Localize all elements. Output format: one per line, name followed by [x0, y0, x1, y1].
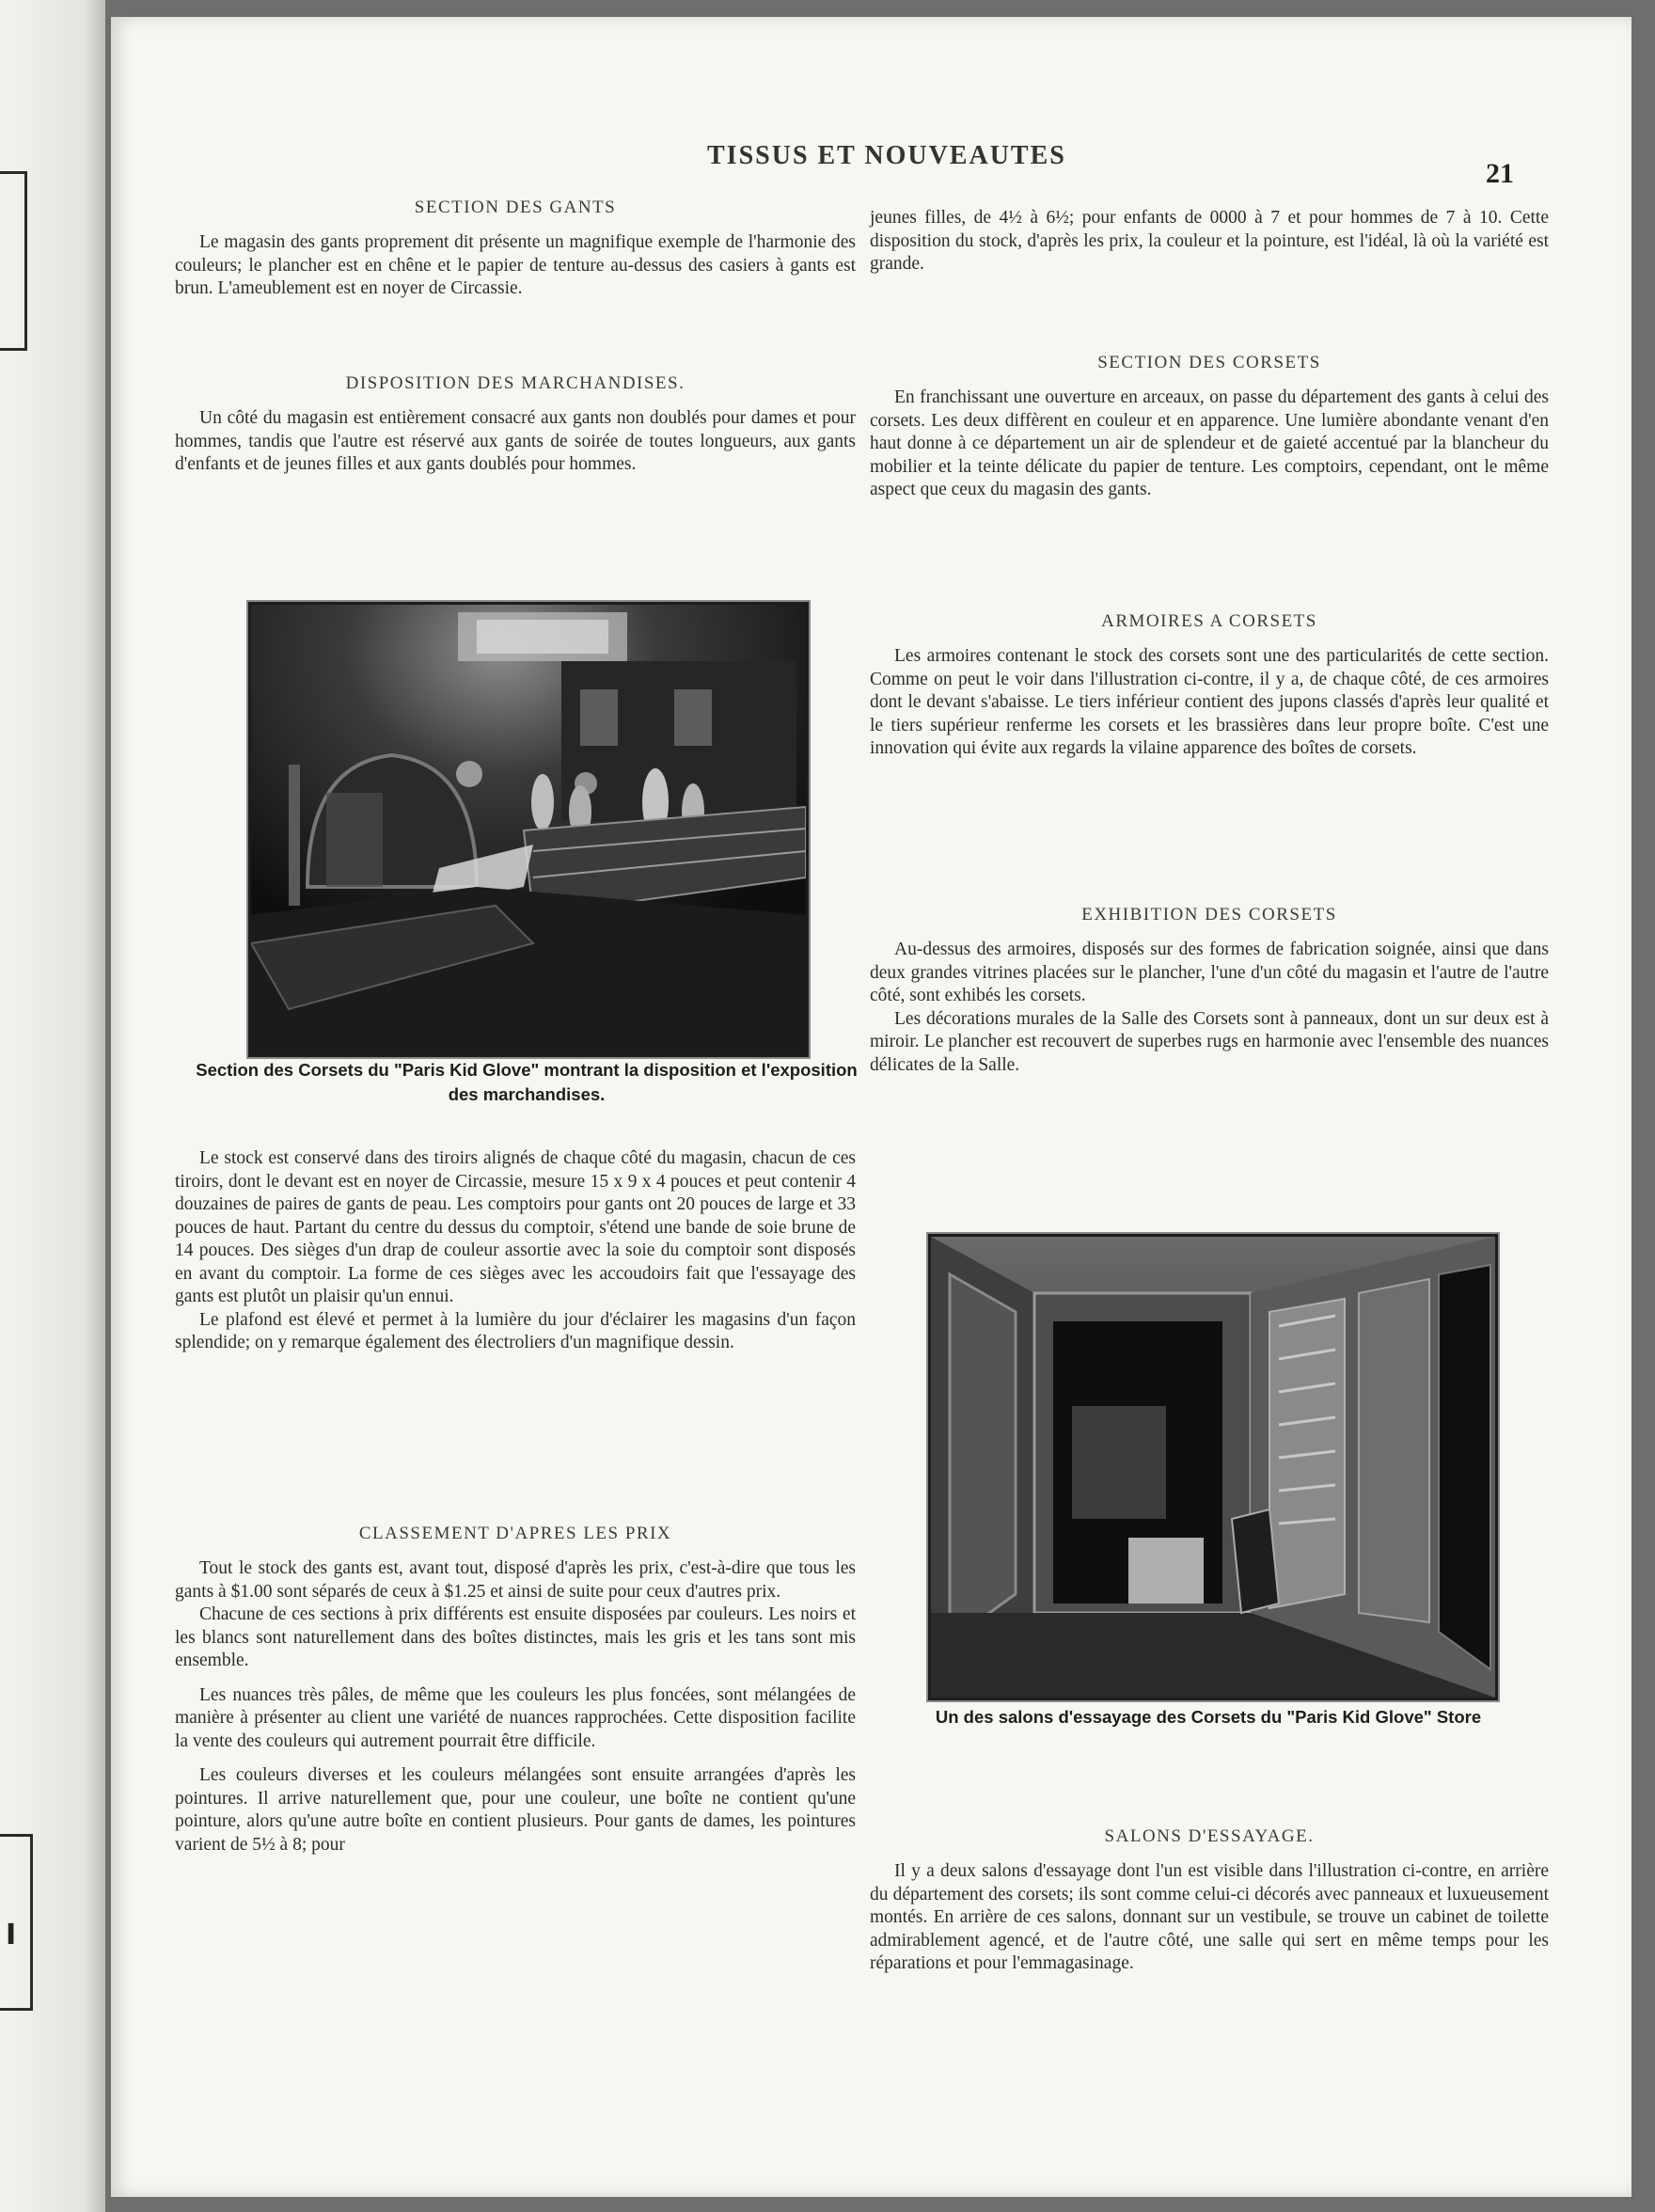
paragraph-stock: Le stock est conservé dans des tiroirs alignés de chaque côté du magasin, chacun de ces tiroirs, dont le devant est en noyer de Circassie, mesure 15 x 9 x 4 pouces et peut contenir 4 douzaines de paires de gants de peau. Les comptoirs pour gants ont 20 pouces de large et 33 pouces de haut. Partant du centre du dessus du comptoir, s'étend une bande de soie brune de 14 pouces. Des sièges d'un drap de couleur assortie avec la soie du comptoir sont disposés en avant du comptoir. La forme de ces sièges avec les accoudoirs fait que l'essayage des gants est plutôt un plaisir qu'un ennui.	[175, 1148, 856, 1306]
photo-fitting-room-image	[931, 1237, 1495, 1698]
paragraph-classement-nuances: Les nuances très pâles, de même que les couleurs les plus foncées, sont mélangées de manière à présenter au client une variété de nuances rapprochées. Cette disposition facilite la vente des couleurs qui autrement pourrait être difficile.	[175, 1684, 856, 1751]
adjacent-page-mark: I	[6, 1919, 17, 1951]
paragraph-corsets: En franchissant une ouverture en arceaux, on passe du département des gants à celui des corsets. Les deux diffèrent en couleur et en apparence. Une lumière abondante venant d'en haut donne à ce département un air de splendeur et de gaieté accentué par la blancheur du mobilier et la teinte délicate du papier de tenture. Les comptoirs, cependant, ont le même aspect que ceux du magasin des gants.	[870, 387, 1549, 499]
paragraph-classement-couleurs: Chacune de ces sections à prix différents est ensuite disposées par couleurs. Les noirs et les blancs sont naturellement dans des boîtes distinctes, mais les gris et les tans sont mis ensemble.	[175, 1604, 856, 1670]
paragraph-decorations: Les décorations murales de la Salle des Corsets sont à panneaux, dont un sur deux est à miroir. Le plancher est recouvert de superbes rugs en harmonie avec l'ensemble des nuances délicates de la Salle.	[870, 1008, 1549, 1075]
paragraph-exhibition: Au-dessus des armoires, disposés sur des formes de fabrication soignée, ainsi que dans deux grandes vitrines placées sur le plancher, l'une d'un côté du magasin et l'autre de l'autre côté, sont exhibés les corsets.	[870, 940, 1549, 1005]
heading-salons: SALONS D'ESSAYAGE.	[1104, 1826, 1315, 1846]
paragraph-salons: Il y a deux salons d'essayage dont l'un est visible dans l'illustration ci-contre, en arrière du département des corsets; ils sont comme celui-ci décorés avec panneaux et luxueusement montés. En arrière de ces salons, donnant sur un vestibule, se trouve un cabinet de toilette admirablement agencé, et de l'autre côté, une salle qui sert en même temps pour les réparations et pour l'emmagasinage.	[870, 1861, 1549, 1973]
section-salons	[870, 1826, 1549, 1976]
heading-armoires: ARMOIRES A CORSETS	[1101, 611, 1317, 631]
caption-photo-corsets-section: Section des Corsets du "Paris Kid Glove" montrant la disposition et l'exposition des marchandises.	[196, 1060, 858, 1104]
paragraph-gants: Le magasin des gants proprement dit présente un magnifique exemple de l'harmonie des couleurs; le plancher est en chêne et le papier de tenture au-dessus des casiers à gants est brun. L'ameublement est en noyer de Circassie.	[175, 232, 856, 298]
caption-photo-fitting-room: Un des salons d'essayage des Corsets du "Paris Kid Glove" Store	[935, 1707, 1482, 1727]
section-armoires	[870, 611, 1549, 761]
heading-disposition: DISPOSITION DES MARCHANDISES.	[345, 373, 686, 393]
section-corsets	[870, 353, 1549, 502]
section-stock	[175, 1147, 856, 1355]
photo-fitting-room	[928, 1234, 1498, 1700]
heading-classement: CLASSEMENT D'APRES LES PRIX	[358, 1524, 672, 1543]
paragraph-disposition: Un côté du magasin est entièrement consacré aux gants non doublés pour dames et pour hommes, tandis que l'autre est réservé aux gants de soirée de toutes longueurs, aux gants d'enfants et de jeunes filles et aux gants doublés pour hommes.	[175, 408, 856, 474]
heading-section-corsets: SECTION DES CORSETS	[1097, 353, 1321, 372]
section-disposition	[175, 373, 856, 477]
heading-section-gants: SECTION DES GANTS	[414, 198, 617, 217]
adjacent-page-box-top	[0, 171, 27, 351]
section-exhibition	[870, 905, 1549, 1077]
paragraph-plafond: Le plafond est élevé et permet à la lumière du jour d'éclairer les magasins d'un façon splendide; on y remarque également des électroliers d'un magnifique dessin.	[175, 1309, 856, 1352]
running-header: TISSUS ET NOUVEAUTES	[707, 141, 1066, 170]
section-gants	[175, 198, 856, 301]
heading-exhibition: EXHIBITION DES CORSETS	[1081, 905, 1337, 924]
page-number: 21	[1486, 158, 1514, 189]
paragraph-armoires: Les armoires contenant le stock des corsets sont une des particularités de cette section. Comme on peut le voir dans l'illustration ci-contre, il y a, de chaque côté, de ces armoires dont le devant s'abaisse. Le tiers inférieur contient des jupons classés d'après leur qualité et le tiers supérieur renferme les corsets et les brassières dans leur propre boîte. C'est une innovation qui évite aux regards la vilaine apparence des boîtes de corsets.	[870, 646, 1549, 758]
photo-corsets-section	[248, 602, 809, 1057]
paragraph-classement-pointures: Les couleurs diverses et les couleurs mélangées sont ensuite arrangées d'après les pointures. Il arrive naturellement que, pour une couleur, une boîte ne contient qu'une pointure, alors qu'une autre boîte en contient plusieurs. Pour gants de dames, les pointures varient de 5½ à 8; pour	[175, 1765, 856, 1855]
paragraph-classement-prix: Tout le stock des gants est, avant tout, disposé d'après les prix, c'est-à-dire que tous les gants à $1.00 sont séparés de ceux à $1.25 et ainsi de suite pour ceux d'autres prix.	[175, 1558, 856, 1602]
photo-corsets-section-image	[251, 605, 806, 1054]
section-classement	[175, 1524, 856, 1856]
section-pointures-suite	[870, 207, 1549, 276]
adjacent-page-strip	[0, 0, 105, 2212]
paragraph-pointures-suite: jeunes filles, de 4½ à 6½; pour enfants de 0000 à 7 et pour hommes de 7 à 10. Cette disposition du stock, d'après les prix, la couleur et la pointure, est l'idéal, là où la variété est grande.	[870, 208, 1549, 274]
